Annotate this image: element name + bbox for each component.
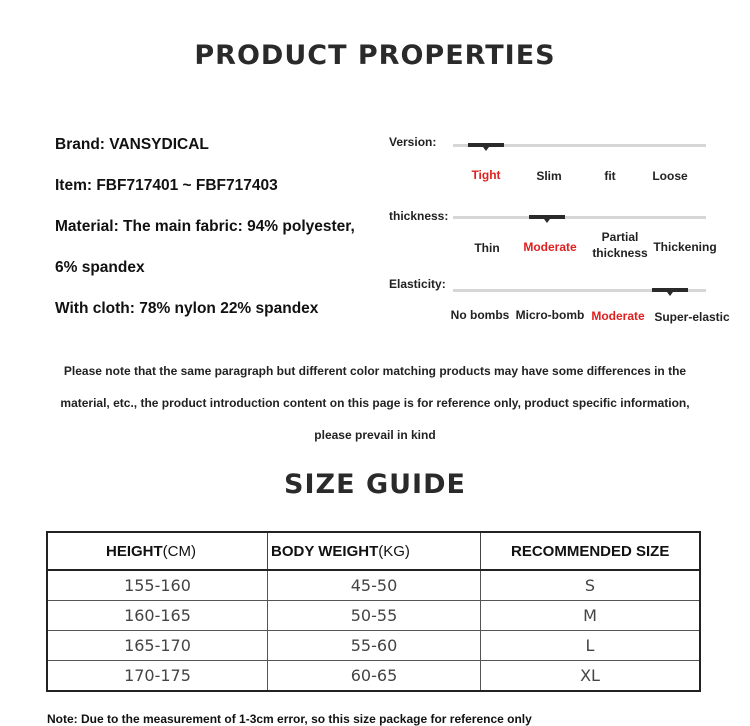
spec-item: Item: FBF717401 ~ FBF717403	[55, 177, 278, 194]
height-header-text: HEIGHT	[106, 542, 163, 560]
version-option-tight: Tight	[471, 168, 501, 182]
thickness-option-thin: Thin	[474, 241, 500, 255]
size-cell: S	[481, 570, 701, 601]
spec-with-cloth: With cloth: 78% nylon 22% spandex	[55, 300, 319, 317]
thickness-option-partial-thickness: Partial thickness	[592, 230, 648, 260]
weight-cell: 55-60	[268, 631, 481, 661]
height-unit: (CM)	[162, 542, 196, 560]
disclaimer-line-3: please prevail in kind	[314, 428, 436, 442]
size-table-header-row	[47, 532, 700, 570]
weight-cell: 60-65	[268, 661, 481, 692]
thickness-option-moderate: Moderate	[523, 240, 577, 254]
height-cell: 170-175	[47, 661, 268, 692]
elasticity-option-moderate: Moderate	[591, 309, 645, 323]
measurement-footnote: Note: Due to the measurement of 1-3cm error, so this size package for reference only	[47, 712, 532, 726]
table-row	[47, 601, 700, 631]
size-cell: XL	[481, 661, 701, 692]
thickness-gauge-label: thickness:	[389, 209, 449, 223]
table-row	[47, 631, 700, 661]
product-properties-title: PRODUCT PROPERTIES	[194, 40, 556, 71]
height-cell: 155-160	[47, 570, 268, 601]
table-row	[47, 570, 700, 601]
thickness-gauge-track	[453, 216, 706, 219]
version-option-loose: Loose	[652, 169, 688, 183]
spec-material: Material: The main fabric: 94% polyester,	[55, 218, 355, 235]
spec-material-continued: 6% spandex	[55, 259, 145, 276]
size-guide-title: SIZE GUIDE	[284, 469, 466, 500]
disclaimer-line-2: material, etc., the product introduction content on this page is for reference only, product specific information,	[60, 396, 690, 410]
thickness-option-thickening: Thickening	[653, 240, 717, 254]
weight-header-text: BODY WEIGHT	[271, 542, 379, 560]
height-cell: 165-170	[47, 631, 268, 661]
version-gauge-marker	[468, 143, 504, 147]
version-option-slim: Slim	[536, 169, 562, 183]
thickness-gauge-marker	[529, 215, 565, 219]
version-option-fit: fit	[604, 169, 616, 183]
size-column-header: RECOMMENDED SIZE	[481, 532, 701, 570]
weight-cell: 45-50	[268, 570, 481, 601]
weight-cell: 50-55	[268, 601, 481, 631]
weight-unit: (KG)	[378, 542, 410, 560]
version-gauge-label: Version:	[389, 135, 437, 149]
weight-column-header	[268, 532, 481, 570]
size-cell: L	[481, 631, 701, 661]
elasticity-option-super-elastic: Super-elastic	[654, 310, 730, 324]
elasticity-option-micro-bomb: Micro-bomb	[515, 308, 585, 322]
size-cell: M	[481, 601, 701, 631]
height-cell: 160-165	[47, 601, 268, 631]
elasticity-gauge-label: Elasticity:	[389, 277, 446, 291]
elasticity-gauge-marker	[652, 288, 688, 292]
version-gauge-track	[453, 144, 706, 147]
elasticity-option-no-bombs: No bombs	[450, 308, 510, 322]
table-row	[47, 661, 700, 692]
disclaimer-line-1: Please note that the same paragraph but different color matching products may have some differences in the	[63, 364, 687, 378]
size-guide-table	[46, 531, 701, 692]
elasticity-gauge-track	[453, 289, 706, 292]
spec-brand: Brand: VANSYDICAL	[55, 136, 209, 153]
height-column-header	[47, 532, 268, 570]
